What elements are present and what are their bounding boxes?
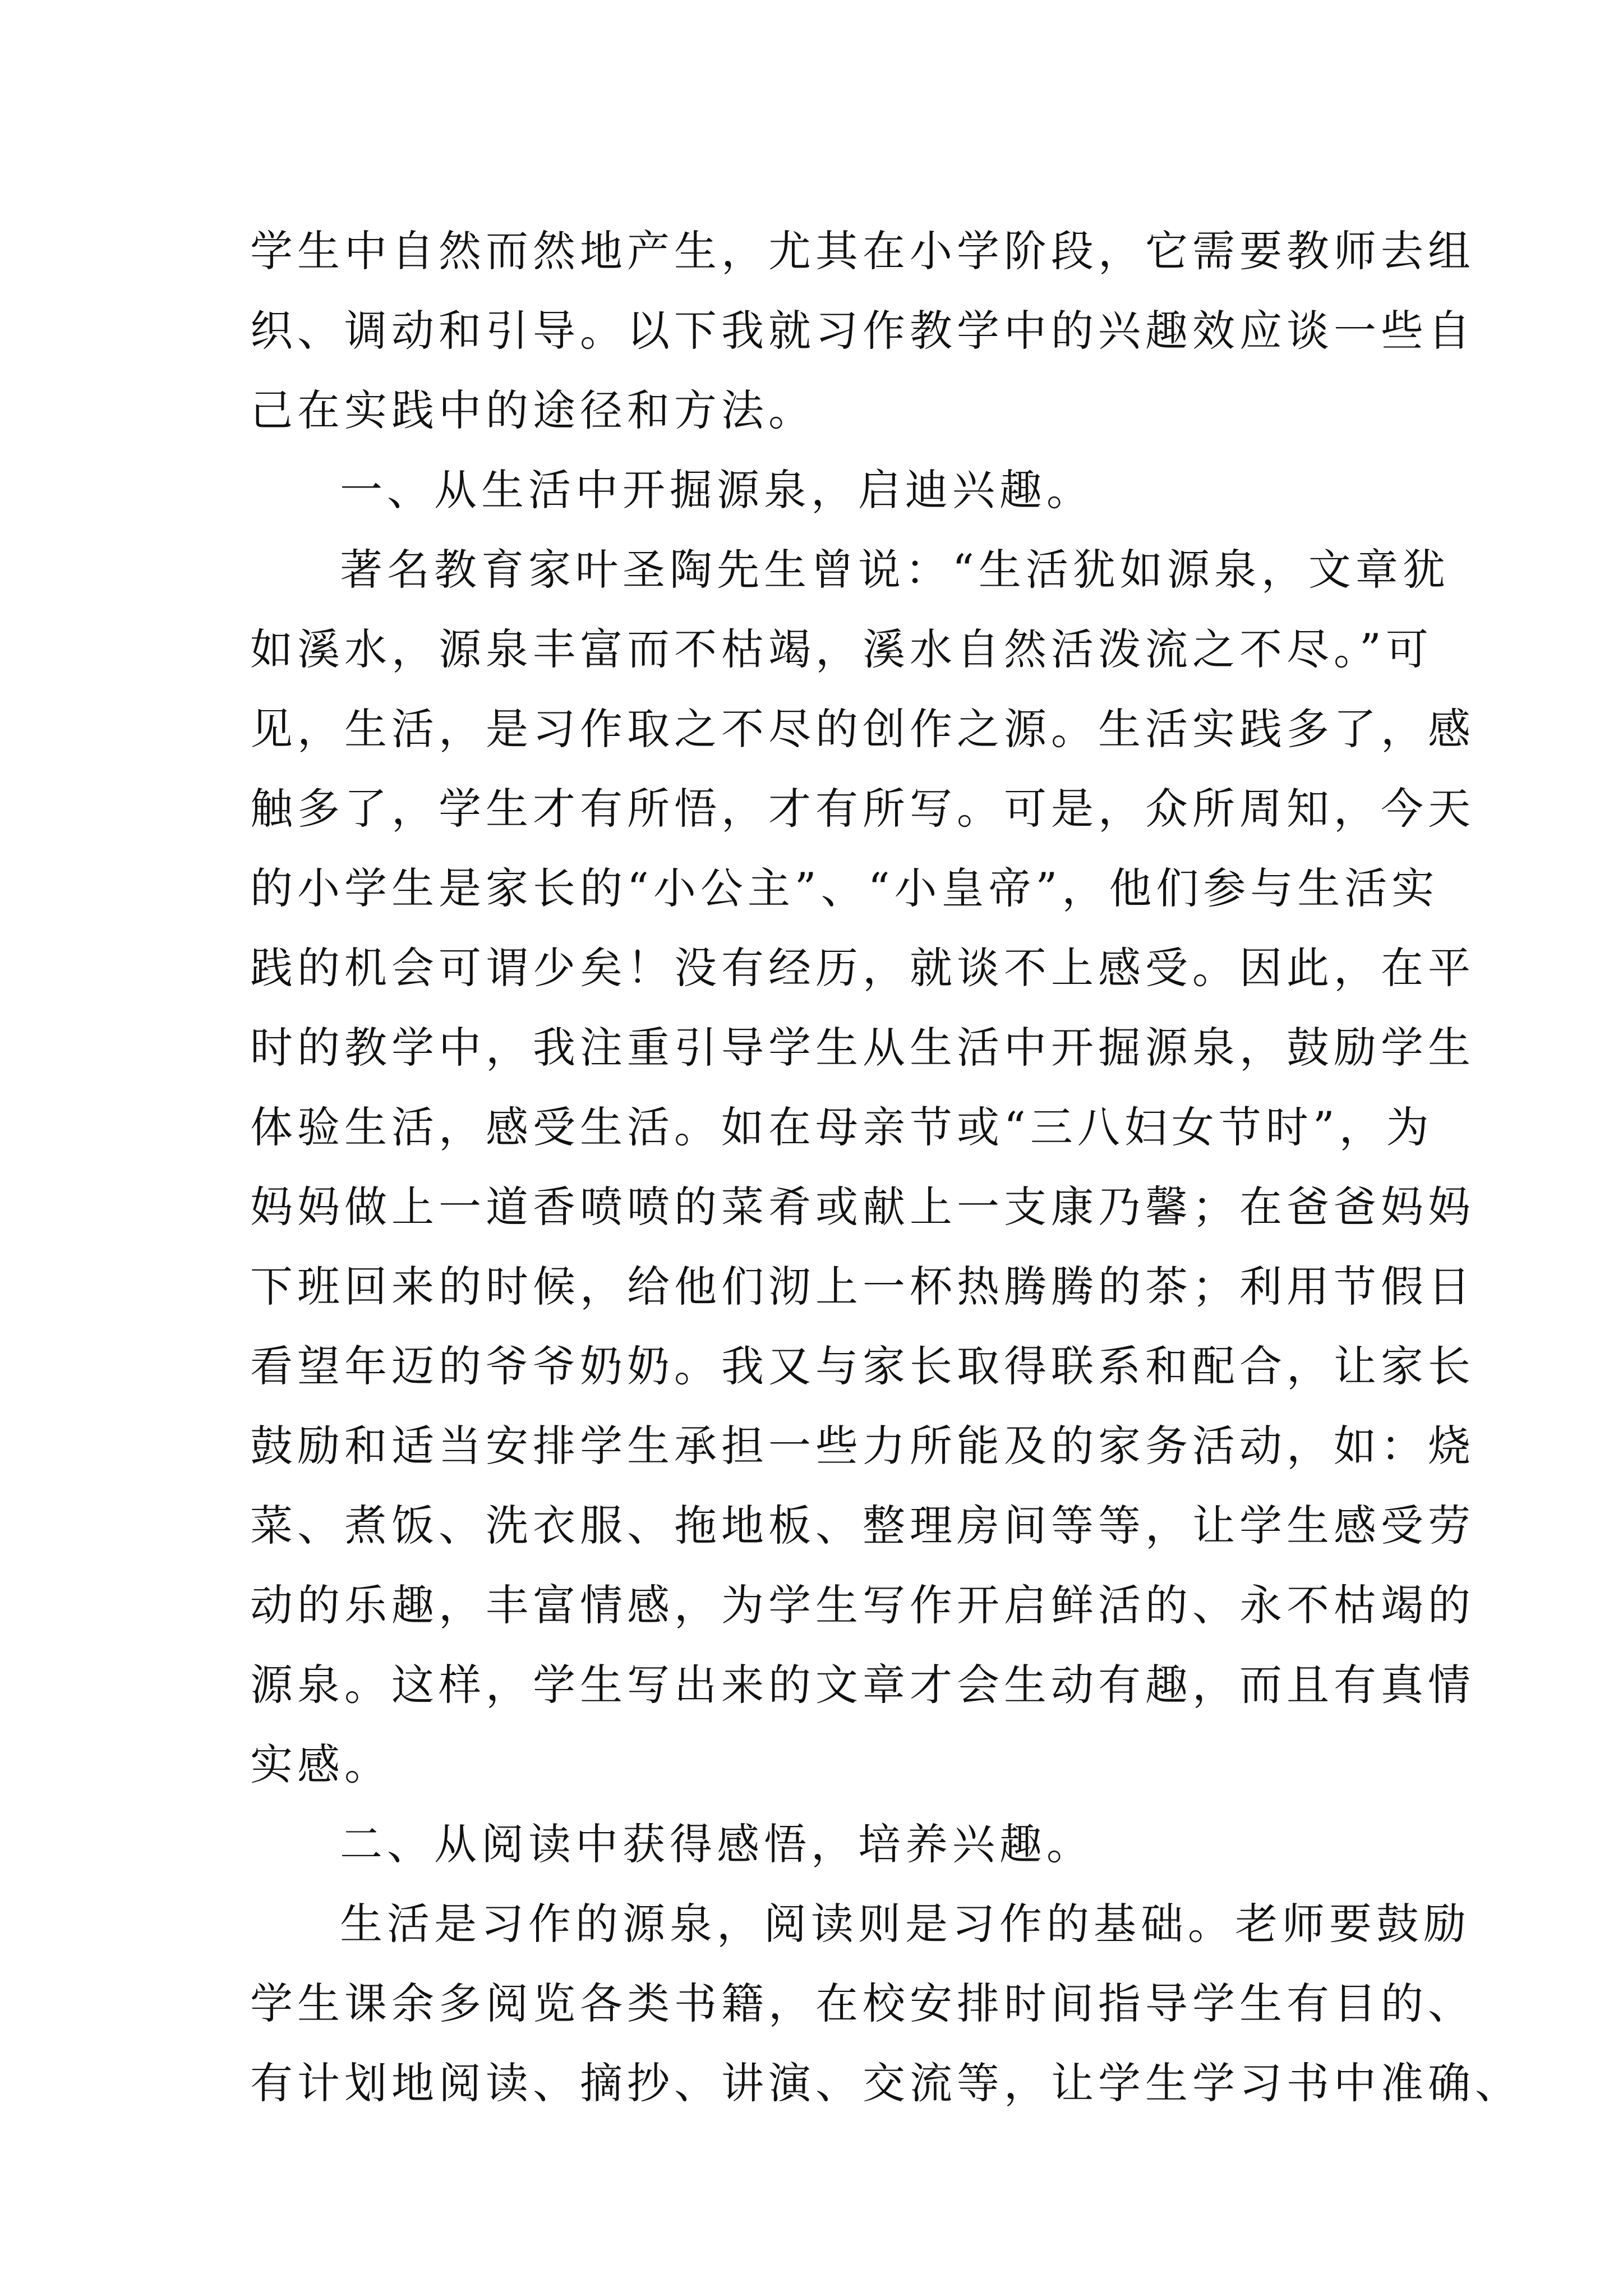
text-line: 己在实践中的途径和方法。 (250, 385, 815, 435)
text-line: 时的教学中，我注重引导学生从生活中开掘源泉，鼓励学生 (250, 1023, 1475, 1073)
text-line: 看望年迈的爷爷奶奶。我又与家长取得联系和配合，让家长 (250, 1341, 1475, 1391)
text-line: 动的乐趣，丰富情感，为学生写作开启鲜活的、永不枯竭的 (250, 1580, 1475, 1630)
text-line: 下班回来的时候，给他们沏上一杯热腾腾的茶；利用节假日 (250, 1262, 1475, 1312)
text-line: 学生中自然而然地产生，尤其在小学阶段，它需要教师去组 (250, 226, 1475, 276)
text-line: 触多了，学生才有所悟，才有所写。可是，众所周知，今天 (250, 784, 1475, 834)
text-line: 二、从阅读中获得感悟，培养兴趣。 (340, 1819, 1094, 1869)
text-line: 一、从生活中开掘源泉，启迪兴趣。 (340, 465, 1094, 515)
text-line: 见，生活，是习作取之不尽的创作之源。生活实践多了，感 (250, 704, 1475, 754)
document-body (250, 211, 1522, 2123)
text-line: 织、调动和引导。以下我就习作教学中的兴趣效应谈一些自 (250, 306, 1475, 356)
text-line: 实感。 (250, 1740, 391, 1789)
text-line: 的小学生是家长的“小公主”、“小皇帝”，他们参与生活实 (250, 863, 1439, 913)
text-line: 学生课余多阅览各类书籍，在校安排时间指导学生有目的、 (250, 1978, 1475, 2028)
text-line: 如溪水，源泉丰富而不枯竭，溪水自然活泼流之不尽。”可 (250, 624, 1433, 674)
text-line: 著名教育家叶圣陶先生曾说：“生活犹如源泉，文章犹 (340, 545, 1450, 595)
text-line: 有计划地阅读、摘抄、讲演、交流等，让学生学习书中准确、 (250, 2058, 1522, 2108)
text-line: 鼓励和适当安排学生承担一些力所能及的家务活动，如：烧 (250, 1421, 1475, 1471)
text-line: 生活是习作的源泉，阅读则是习作的基础。老师要鼓励 (340, 1899, 1470, 1949)
text-line: 妈妈做上一道香喷喷的菜肴或献上一支康乃馨；在爸爸妈妈 (250, 1182, 1475, 1232)
text-line: 体验生活，感受生活。如在母亲节或“三八妇女节时”，为 (250, 1102, 1433, 1152)
text-line: 菜、煮饭、洗衣服、拖地板、整理房间等等，让学生感受劳 (250, 1501, 1475, 1550)
text-line: 践的机会可谓少矣！没有经历，就谈不上感受。因此，在平 (250, 943, 1475, 993)
text-line: 源泉。这样，学生写出来的文章才会生动有趣，而且有真情 (250, 1660, 1475, 1710)
